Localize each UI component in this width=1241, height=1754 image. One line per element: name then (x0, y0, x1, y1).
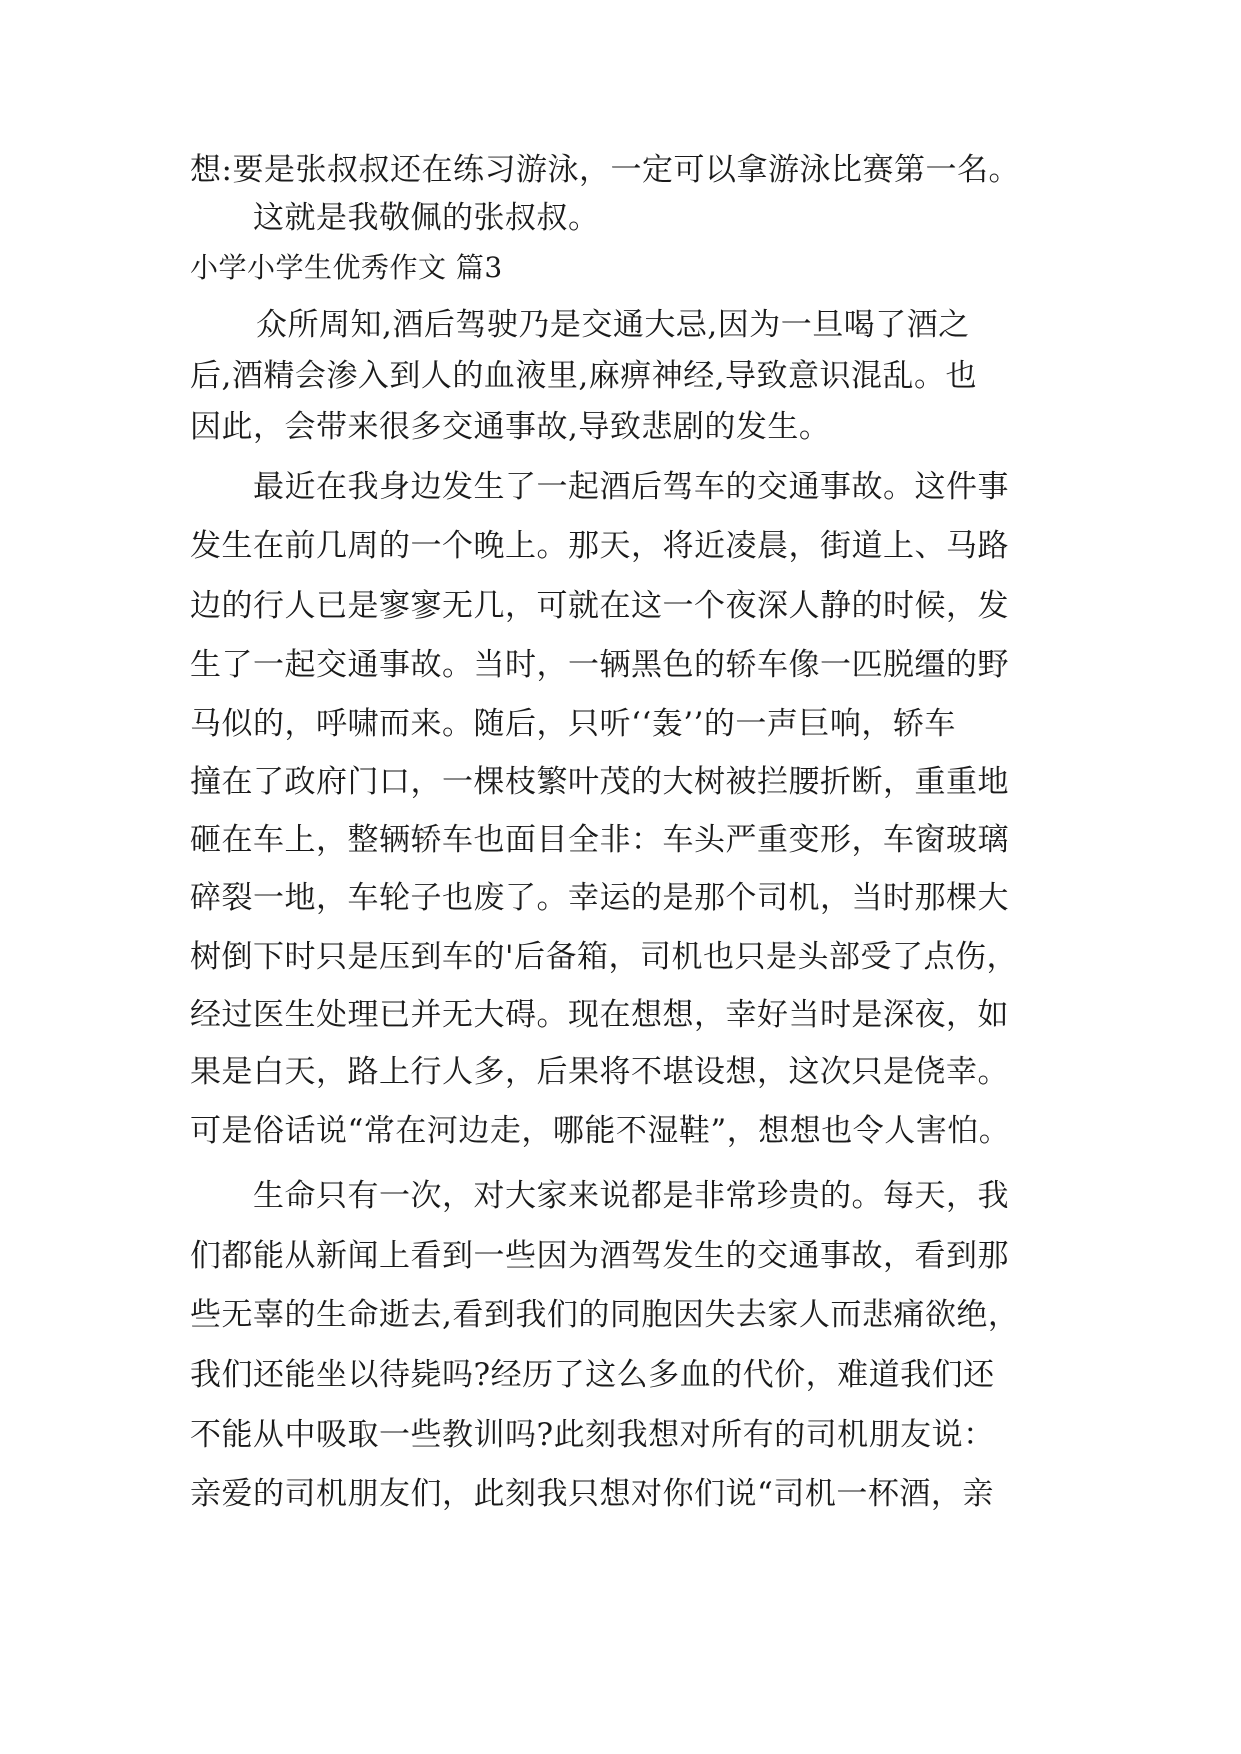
text-line: 最近在我身边发生了一起酒后驾车的交通事故。这件事 (253, 469, 1009, 505)
text-line: 马似的，呼啸而来。随后，只听‘‘轰’’的一声巨响，轿车 (190, 706, 956, 742)
text-line: 生了一起交通事故。当时，一辆黑色的轿车像一匹脱缰的野 (190, 647, 1009, 683)
text-line: 们都能从新闻上看到一些因为酒驾发生的交通事故，看到那 (190, 1238, 1009, 1274)
text-line: 众所周知,酒后驾驶乃是交通大忌,因为一旦喝了酒之 (256, 307, 970, 343)
text-line: 砸在车上，整辆轿车也面目全非：车头严重变形，车窗玻璃 (190, 822, 1009, 858)
text-line: 生命只有一次，对大家来说都是非常珍贵的。每天，我 (253, 1178, 1009, 1214)
text-line: 发生在前几周的一个晚上。那天，将近凌晨，街道上、马路 (190, 528, 1009, 564)
text-line: 想:要是张叔叔还在练习游泳，一定可以拿游泳比赛第一名。 (190, 152, 1020, 188)
section-heading: 小学小学生优秀作文 篇3 (190, 251, 503, 284)
text-line: 碎裂一地，车轮子也废了。幸运的是那个司机，当时那棵大 (190, 880, 1009, 916)
text-line: 经过医生处理已并无大碍。现在想想，幸好当时是深夜，如 (190, 997, 1009, 1033)
text-line: 这就是我敬佩的张叔叔。 (253, 200, 600, 236)
text-line: 果是白天，路上行人多，后果将不堪设想，这次只是侥幸。 (190, 1054, 1009, 1090)
text-line: 不能从中吸取一些教训吗?此刻我想对所有的司机朋友说： (190, 1417, 995, 1453)
text-line: 撞在了政府门口，一棵枝繁叶茂的大树被拦腰折断，重重地 (190, 764, 1009, 800)
text-line: 可是俗话说“常在河边走，哪能不湿鞋”，想想也令人害怕。 (190, 1113, 1011, 1149)
text-line: 些无辜的生命逝去,看到我们的同胞因失去家人而悲痛欲绝， (190, 1297, 1020, 1333)
text-line: 因此，会带来很多交通事故,导致悲剧的发生。 (190, 409, 831, 445)
text-line: 树倒下时只是压到车的'后备箱，司机也只是头部受了点伤， (190, 939, 1019, 975)
text-line: 后,酒精会渗入到人的血液里,麻痹神经,导致意识混乱。也 (190, 358, 978, 394)
text-line: 我们还能坐以待毙吗?经历了这么多血的代价，难道我们还 (190, 1357, 995, 1393)
text-line: 边的行人已是寥寥无几，可就在这一个夜深人静的时候，发 (190, 588, 1009, 624)
text-line: 亲爱的司机朋友们，此刻我只想对你们说“司机一杯酒，亲 (190, 1476, 994, 1512)
